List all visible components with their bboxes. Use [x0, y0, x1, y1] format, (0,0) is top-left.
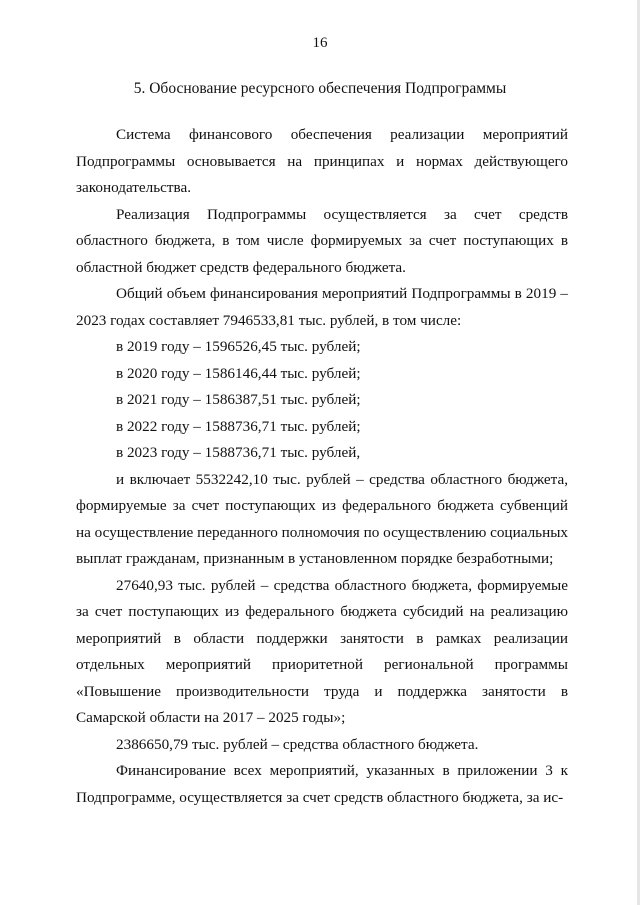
paragraph-total-volume: Общий объем финансирования мероприятий Подпрограммы в 2019 – 2023 годах составляет 7946533,81 тыс. рублей, в том числе: [76, 285, 568, 329]
year-amount-2020: в 2020 году – 1586146,44 тыс. рублей; [116, 364, 361, 382]
year-amount-2021: в 2021 году – 1586387,51 тыс. рублей; [116, 391, 361, 408]
paragraph-subventions: и включает 5532242,10 тыс. рублей – средства областного бюджета, формируемые за счет поступающих из федерального бюджета субвенций на осуществление переданного полномочия по осуществлению социальных выплат гражданам, признанным в установленном порядке безработными; [76, 470, 568, 567]
year-amount-2023: в 2023 году – 1588736,71 тыс. рублей, [116, 444, 361, 461]
paragraph-subsidies: 27640,93 тыс. рублей – средства областного бюджета, формируемые за счет поступающих из федерального бюджета субсидий на реализацию мероприятий в области поддержки занятости в рамках реализации отдельных мероприятий приоритетной региональной программы «Повышение производительности труда и поддержка занятости в Самарской области на 2017 – 2025 годы»; [76, 576, 568, 726]
paragraph-regional-budget: 2386650,79 тыс. рублей – средства областного бюджета. [116, 735, 479, 753]
year-amount-2022: в 2022 году – 1588736,71 тыс. рублей; [116, 417, 361, 435]
paragraph-appendix-financing: Финансирование всех мероприятий, указанных в приложении 3 к Подпрограмме, осуществляется за счет средств областного бюджета, за ис- [76, 762, 568, 806]
page-number: 16 [312, 35, 328, 51]
paragraph-budget-sources: Реализация Подпрограммы осуществляется за счет средств областного бюджета, в том числе формируемых за счет поступающих в областной бюджет средств федерального бюджета. [76, 205, 568, 276]
year-amount-2019: в 2019 году – 1596526,45 тыс. рублей; [116, 338, 361, 355]
paragraph-financing-system: Система финансового обеспечения реализации мероприятий Подпрограммы основывается на принципах и нормах действующего законодательства. [76, 126, 568, 196]
section-heading: 5. Обоснование ресурсного обеспечения Подпрограммы [133, 80, 507, 97]
section-body [76, 122, 568, 811]
